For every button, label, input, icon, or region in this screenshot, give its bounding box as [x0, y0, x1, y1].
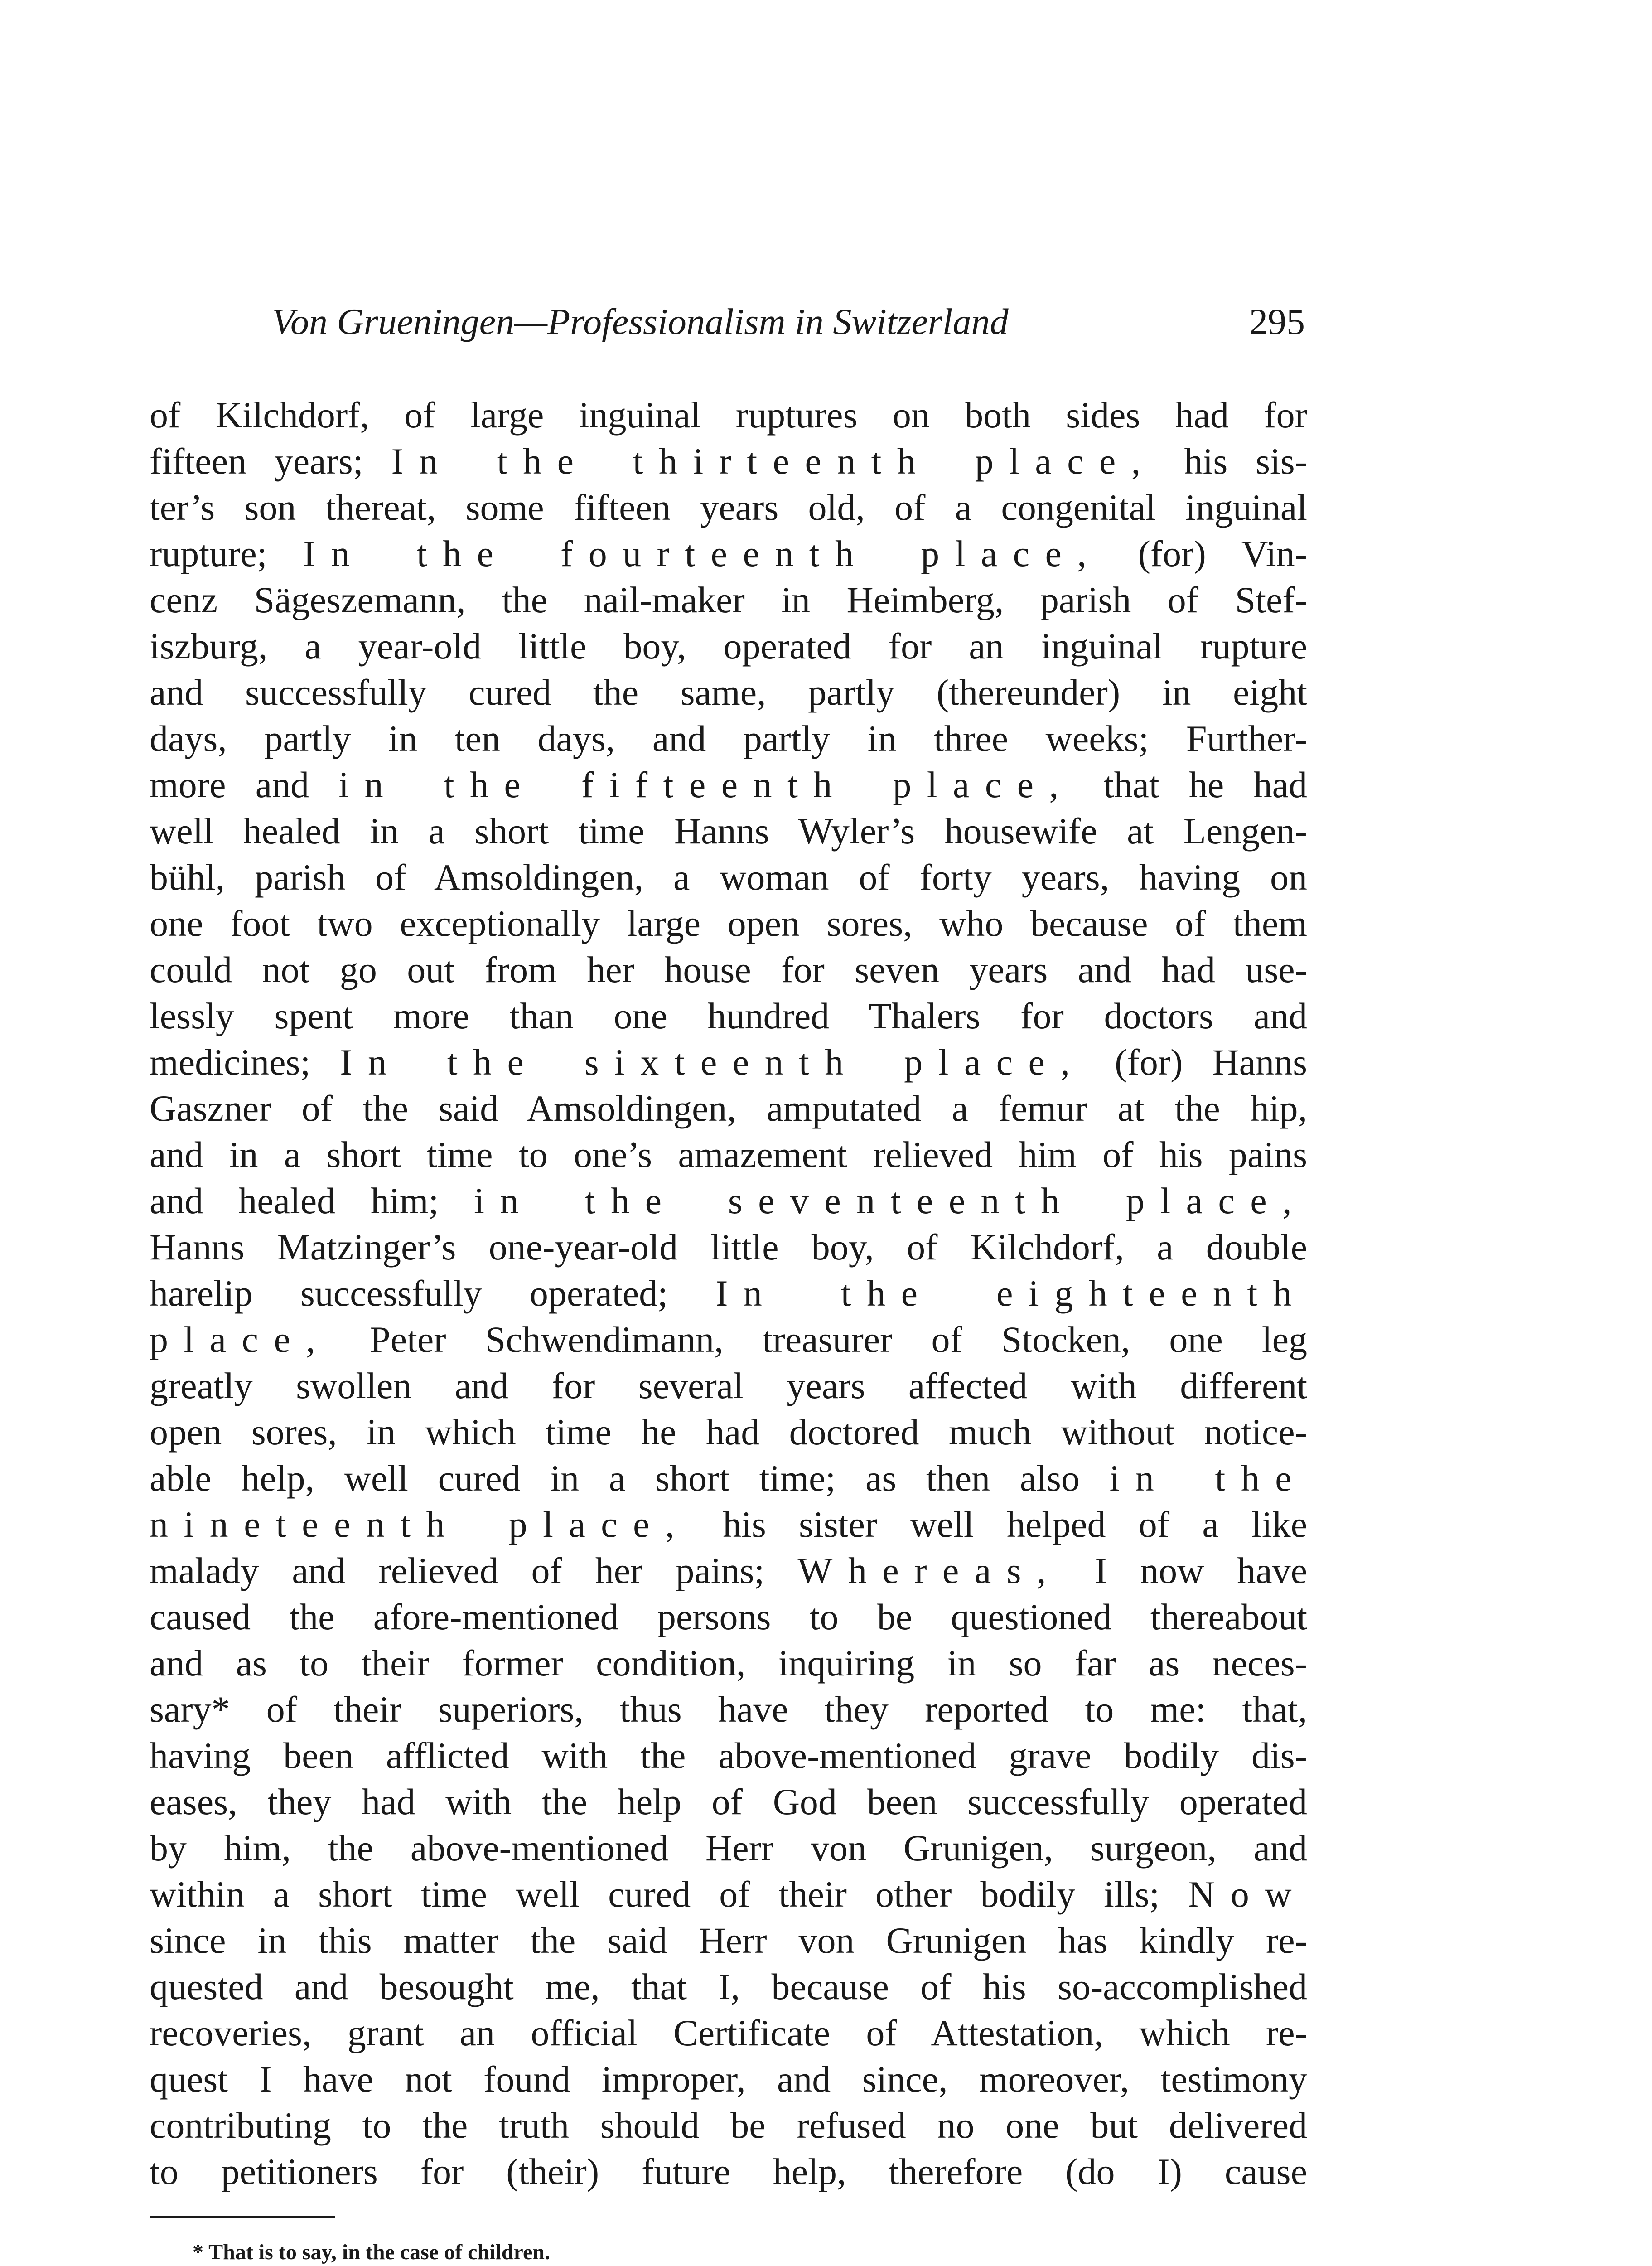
text-line — [150, 901, 1307, 947]
text-line — [150, 2149, 1307, 2195]
text-line — [150, 577, 1307, 623]
text-line — [150, 1132, 1307, 1178]
text-line — [150, 1317, 1307, 1363]
text-line — [150, 1270, 1307, 1317]
text-segment: Gaszner of the said Amsoldingen, amputated a femur at the hip, — [150, 1088, 1307, 1129]
text-line — [150, 1779, 1307, 1825]
text-segment: his sister well helped of a like — [690, 1504, 1307, 1545]
text-segment: and in a short time to one’s amazement relieved him of his pains — [150, 1134, 1307, 1175]
text-segment: able help, well cured in a short time; as then also — [150, 1457, 1110, 1499]
text-segment: caused the afore-mentioned persons to be questioned thereabout — [150, 1596, 1307, 1637]
text-segment: (for) Vin- — [1102, 533, 1307, 574]
spaced-emphasis-text: In the eighteenth — [715, 1273, 1307, 1314]
text-segment: since in this matter the said Herr von Grunigen has kindly re- — [150, 1920, 1307, 1961]
text-line — [150, 531, 1307, 577]
text-segment: lessly spent more than one hundred Thalers for doctors and — [150, 995, 1307, 1036]
text-line — [150, 1409, 1307, 1455]
text-segment: greatly swollen and for several years affected with different — [150, 1365, 1307, 1406]
text-line — [150, 1825, 1307, 1871]
text-line — [150, 1964, 1307, 2010]
text-segment: quest I have not found improper, and since, moreover, testimony — [150, 2058, 1307, 2100]
text-line — [150, 669, 1307, 716]
spaced-emphasis-text: in the seventeenth place, — [474, 1180, 1307, 1221]
text-segment: open sores, in which time he had doctored much without notice- — [150, 1411, 1307, 1453]
text-line — [150, 1224, 1307, 1270]
footnote-rule — [150, 2216, 335, 2218]
text-line — [150, 1363, 1307, 1409]
text-segment: days, partly in ten days, and partly in three weeks; Further- — [150, 718, 1307, 759]
text-segment: recoveries, grant an official Certificate of Attestation, which re- — [150, 2012, 1307, 2053]
text-line — [150, 1548, 1307, 1594]
text-line — [150, 762, 1307, 808]
text-segment: bühl, parish of Amsoldingen, a woman of forty years, having on — [150, 857, 1307, 898]
text-segment: (for) Hanns — [1085, 1041, 1307, 1083]
running-head — [272, 295, 1305, 349]
text-line — [150, 2056, 1307, 2102]
text-line — [150, 716, 1307, 762]
text-line — [150, 1501, 1307, 1548]
text-segment: having been afflicted with the above-mentioned grave bodily dis- — [150, 1735, 1307, 1776]
text-line — [150, 808, 1307, 854]
text-line — [150, 484, 1307, 531]
text-segment: of Kilchdorf, of large inguinal ruptures on both sides had for — [150, 394, 1307, 436]
spaced-emphasis-text: in the — [1109, 1457, 1307, 1499]
spaced-emphasis-text: Now — [1188, 1874, 1307, 1915]
text-segment: fifteen years; — [150, 441, 391, 482]
spaced-emphasis-text: Whereas, — [797, 1550, 1062, 1591]
text-segment: I now have — [1061, 1550, 1307, 1591]
text-line — [150, 1455, 1307, 1501]
text-segment: medicines; — [150, 1041, 340, 1083]
text-segment: well healed in a short time Hanns Wyler’s housewife at Lengen- — [150, 810, 1307, 852]
text-segment: could not go out from her house for seven years and had use- — [150, 949, 1307, 990]
text-line — [150, 2010, 1307, 2056]
text-line — [150, 438, 1307, 484]
text-segment: sary* of their superiors, thus have they reported to me: that, — [150, 1689, 1307, 1730]
text-segment: Peter Schwendimann, treasurer of Stocken, one leg — [331, 1319, 1307, 1360]
text-line — [150, 1871, 1307, 1917]
text-line — [150, 993, 1307, 1039]
text-line — [150, 854, 1307, 901]
text-segment: rupture; — [150, 533, 303, 574]
spaced-emphasis-text: In the fourteenth place, — [303, 533, 1102, 574]
footnote: * That is to say, in the case of children. — [193, 2240, 550, 2264]
text-line — [150, 623, 1307, 669]
text-segment: his sis- — [1156, 441, 1307, 482]
text-segment: Hanns Matzinger’s one-year-old little boy, of Kilchdorf, a double — [150, 1226, 1307, 1268]
text-segment: to petitioners for (their) future help, therefore (do I) cause — [150, 2151, 1307, 2192]
text-segment: that he had — [1074, 764, 1307, 805]
text-line — [150, 1594, 1307, 1640]
spaced-emphasis-text: place, — [150, 1319, 331, 1360]
text-line — [150, 1733, 1307, 1779]
spaced-emphasis-text: In the thirteenth place, — [391, 441, 1156, 482]
text-segment: malady and relieved of her pains; — [150, 1550, 798, 1591]
text-segment: and as to their former condition, inquiring in so far as neces- — [150, 1642, 1307, 1684]
text-segment: iszburg, a year-old little boy, operated for an inguinal rupture — [150, 625, 1307, 667]
spaced-emphasis-text: in the fifteenth place, — [338, 764, 1074, 805]
text-segment: more and — [150, 764, 339, 805]
text-segment: contributing to the truth should be refused no one but delivered — [150, 2105, 1307, 2146]
text-segment: ter’s son thereat, some fifteen years old, of a congenital inguinal — [150, 487, 1307, 528]
text-line — [150, 1039, 1307, 1085]
text-line — [150, 1085, 1307, 1132]
text-segment: one foot two exceptionally large open sores, who because of them — [150, 903, 1307, 944]
text-line — [150, 1640, 1307, 1686]
text-segment: harelip successfully operated; — [150, 1273, 716, 1314]
text-segment: by him, the above-mentioned Herr von Grunigen, surgeon, and — [150, 1827, 1307, 1869]
text-segment: within a short time well cured of their other bodily ills; — [150, 1874, 1188, 1915]
body-text — [150, 392, 1307, 2195]
text-line — [150, 1917, 1307, 1964]
spaced-emphasis-text: In the sixteenth place, — [340, 1041, 1086, 1083]
text-line — [150, 1178, 1307, 1224]
text-segment: cenz Sägeszemann, the nail-maker in Heimberg, parish of Stef- — [150, 579, 1307, 620]
text-line — [150, 2102, 1307, 2149]
page-number: 295 — [1249, 301, 1305, 342]
text-line — [150, 1686, 1307, 1733]
text-segment: quested and besought me, that I, because of his so-accomplished — [150, 1966, 1307, 2007]
running-title: Von Grueningen—Professionalism in Switzerland — [272, 301, 1009, 342]
text-line — [150, 392, 1307, 438]
text-segment: and successfully cured the same, partly (thereunder) in eight — [150, 672, 1307, 713]
text-line — [150, 947, 1307, 993]
text-segment: eases, they had with the help of God been successfully operated — [150, 1781, 1307, 1822]
spaced-emphasis-text: nineteenth place, — [150, 1504, 690, 1545]
text-segment: and healed him; — [150, 1180, 474, 1221]
